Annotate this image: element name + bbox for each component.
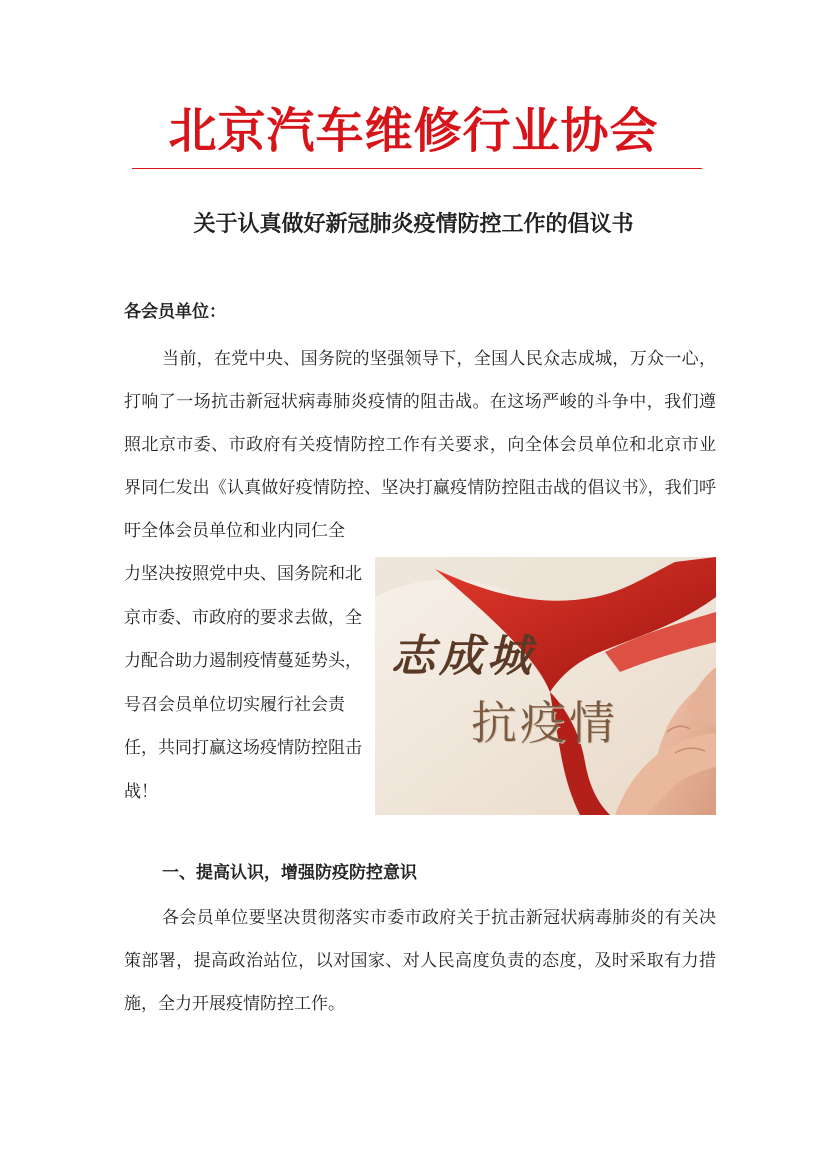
ribbon-hands-illustration xyxy=(375,557,716,815)
aside-paragraph: 力坚决按照党中央、国务院和北京市委、市政府的要求去做，全力配合助力遏制疫情蔓延势头，号召会员单位切实履行社会责任，共同打赢这场疫情防控阻击战！ xyxy=(124,564,362,802)
title-divider xyxy=(132,168,702,169)
section-1-body: 各会员单位要坚决贯彻落实市委市政府关于抗击新冠状病毒肺炎的有关决策部署，提高政治站位，以对国家、对人民高度负责的态度，及时采取有力措施，全力开展疫情防控工作。 xyxy=(124,908,716,1014)
organization-title: 北京汽车维修行业协会 xyxy=(168,105,659,158)
document-title: 关于认真做好新冠肺炎疫情防控工作的倡议书 xyxy=(193,212,634,237)
image-caption-line1: 志成城 xyxy=(391,632,535,681)
campaign-image xyxy=(375,557,716,815)
image-caption-line2: 抗疫情 xyxy=(471,698,618,749)
intro-paragraph: 当前，在党中央、国务院的坚强领导下，全国人民众志成城，万众一心，打响了一场抗击新冠状病毒肺炎疫情的阻击战。在这场严峻的斗争中，我们遵照北京市委、市政府有关疫情防控工作有关要求，向全体会员单位和北京市业界同仁发出《认真做好疫情防控、坚决打赢疫情防控阻击战的倡议书》，我们呼吁全体会员单位和业内同仁全 xyxy=(124,349,716,541)
salutation: 各会员单位： xyxy=(124,302,226,322)
section-1-heading: 一、提高认识，增强防疫防控意识 xyxy=(162,863,417,883)
